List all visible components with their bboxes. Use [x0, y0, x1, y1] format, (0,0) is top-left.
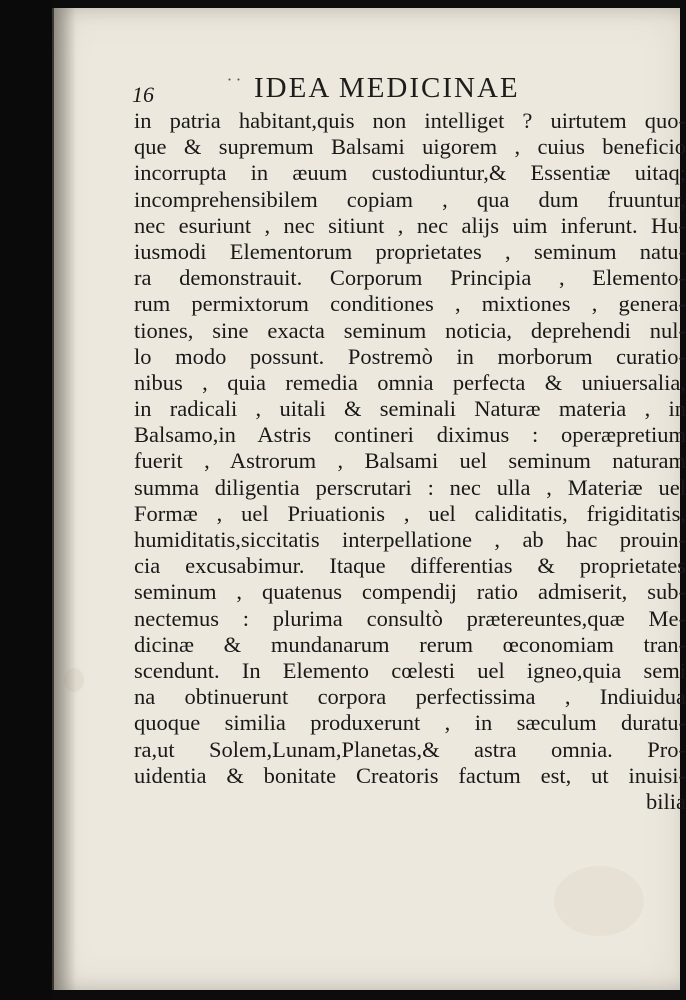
text-line: rum permixtorum conditiones , mixtiones , genera- [134, 291, 686, 317]
text-line: humiditatis,siccitatis interpellatione , ab hac prouin- [134, 527, 686, 552]
paper-stain [64, 668, 84, 692]
text-line: summa diligentia perscrutari : nec ulla , Materiæ uel [134, 474, 686, 500]
text-line: quoque similia produxerunt , in sæculum duratu- [134, 710, 686, 736]
text-line: tiones, sine exacta seminum noticia, deprehendi nul- [134, 317, 686, 343]
running-title: IDEA MEDICINAE [254, 72, 520, 104]
paper-stain [554, 866, 644, 936]
text-line: Formæ , uel Priuationis , uel caliditatis, frigiditatis, [134, 500, 686, 526]
text-line: nec esuriunt , nec sitiunt , nec alijs uim inferunt. Hu- [134, 212, 686, 238]
text-line: que & supremum Balsami uigorem , cuius beneficio [134, 134, 686, 160]
text-line: dicinæ & mundanarum rerum œconomiam tran- [134, 631, 686, 657]
scan-background [0, 0, 52, 1000]
text-line: incomprehensibilem copiam , qua dum fruuntur, [134, 186, 686, 212]
body-text [134, 108, 686, 815]
text-line: na obtinuerunt corpora perfectissima , Indiuidua [134, 684, 686, 710]
gutter-shadow [54, 8, 76, 990]
page-number: 16 [132, 82, 154, 107]
text-line: ra,ut Solem,Lunam,Planetas,& astra omnia. Pro- [134, 736, 686, 762]
text-line: seminum , quatenus compendij ratio admiserit, sub- [134, 579, 686, 605]
text-line: Balsamo,in Astris contineri diximus : operæpretium [134, 422, 686, 448]
text-line: in patria habitant,quis non intelliget ? uirtutem quo- [134, 108, 686, 133]
running-header [132, 72, 612, 108]
text-line: lo modo possunt. Postremò in morborum curatio- [134, 343, 686, 369]
catchword: bilia [646, 788, 686, 814]
text-line: nectemus : plurima consultò prætereuntes,quæ Me- [134, 605, 686, 631]
text-line: iusmodi Elementorum proprietates , seminum natu- [134, 238, 686, 264]
text-line: scendunt. In Elemento cœlesti uel igneo,quia semi [134, 657, 686, 683]
text-line: ra demonstrauit. Corporum Principia , Elemento- [134, 265, 686, 291]
text-line: incorrupta in æuum custodiuntur,& Essentiæ uitaq; [134, 160, 686, 186]
text-line: uidentia & bonitate Creatoris factum est, ut inuisi- [134, 762, 686, 788]
text-line: cia excusabimur. Itaque differentias & proprietates [134, 553, 686, 579]
text-line: nibus , quia remedia omnia perfecta & uniuersalia, [134, 369, 686, 395]
text-line: fuerit , Astrorum , Balsami uel seminum naturam [134, 448, 686, 474]
header-ornament-icon: ˙˙ [225, 76, 243, 97]
text-line: in radicali , uitali & seminali Naturæ materia , in [134, 396, 686, 422]
book-page [52, 8, 686, 990]
